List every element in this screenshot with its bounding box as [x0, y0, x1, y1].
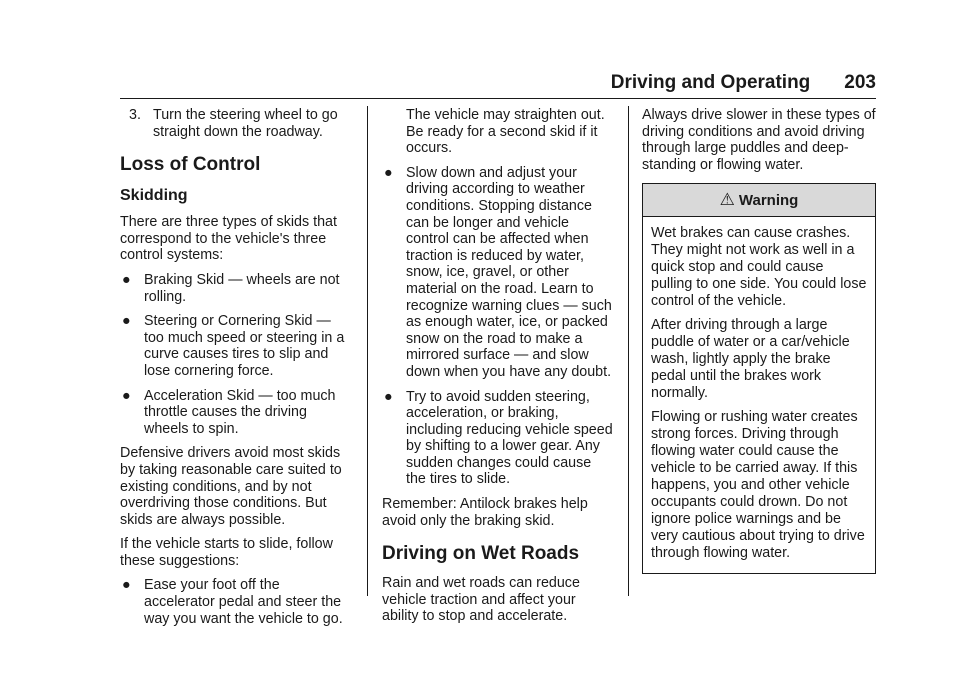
- bullet-ease-foot: [120, 577, 352, 627]
- paragraph-rain: Rain and wet roads can reduce vehicle traction and affect your ability to stop and accelerate.: [382, 575, 580, 625]
- warning-header: [643, 184, 875, 217]
- step-text: Turn the steering wheel to go straight down the roadway.: [153, 107, 338, 140]
- bullet-icon: ●: [122, 577, 131, 594]
- warning-icon: ⚠: [719, 190, 735, 210]
- heading-skidding: Skidding: [120, 187, 188, 205]
- bullet-text: Acceleration Skid — too much throttle causes the driving wheels to spin.: [144, 387, 336, 437]
- bullet-steering-skid: [120, 313, 352, 379]
- paragraph-slide-suggestions: If the vehicle starts to slide, follow these suggestions:: [120, 536, 333, 569]
- bullet-icon: ●: [122, 387, 131, 404]
- bullet-icon: ●: [122, 313, 131, 330]
- column-divider-1: [367, 106, 368, 596]
- paragraph-defensive-drivers: Defensive drivers avoid most skids by taking reasonable care suited to existing conditions, and by not overdriving those conditions. But skids are always possible.: [120, 445, 342, 528]
- paragraph-antilock: Remember: Antilock brakes help avoid only the braking skid.: [382, 496, 588, 529]
- bullet-icon: ●: [384, 388, 393, 405]
- column-3: [642, 107, 876, 574]
- step-3: [120, 107, 352, 140]
- heading-loss-of-control: Loss of Control: [120, 154, 261, 176]
- column-1: [120, 107, 352, 635]
- column-divider-2: [628, 106, 629, 596]
- warning-box: [642, 183, 876, 574]
- warning-paragraph-2: After driving through a large puddle of water or a car/vehicle wash, lightly apply the brake pedal until the brakes work normally.: [651, 317, 850, 402]
- bullet-text: Steering or Cornering Skid — too much speed or steering in a curve causes tires to slip and lose cornering force.: [144, 313, 345, 379]
- warning-paragraph-3: Flowing or rushing water creates strong forces. Driving through flowing water could cause the vehicle to be carried away. If this happens, you and other vehicle occupants could drown. Do not ignore police warnings and be very cautious about trying to drive through flowing water.: [651, 409, 865, 562]
- warning-paragraph-1: Wet brakes can cause crashes. They might not work as well in a quick stop and could cause pulling to one side. You could lose control of the vehicle.: [651, 225, 867, 310]
- section-title: Driving and Operating: [610, 72, 811, 93]
- bullet-slow-down: [382, 165, 614, 381]
- heading-wet-roads: Driving on Wet Roads: [382, 543, 580, 565]
- page-number: 203: [844, 72, 876, 93]
- column-2: [382, 107, 614, 633]
- bullet-text: Slow down and adjust your driving according to weather conditions. Stopping distance can be longer and vehicle control can be affected when traction is reduced by water, snow, ice, gravel, or other material on the road. Learn to recognize warning clues — such as enough water, ice, or packed snow on the road to make a mirrored surface — and slow down when you have any doubt.: [406, 164, 612, 380]
- bullet-continuation: The vehicle may straighten out. Be ready for a second skid if it occurs.: [406, 107, 605, 157]
- bullet-acceleration-skid: [120, 388, 352, 438]
- bullet-icon: ●: [384, 164, 393, 181]
- bullet-avoid-sudden: [382, 389, 614, 489]
- step-number: 3.: [129, 107, 141, 123]
- bullet-braking-skid: [120, 272, 352, 305]
- bullet-text: Try to avoid sudden steering, acceleration, or braking, including reducing vehicle speed by shifting to a lower gear. Any sudden changes could cause the tires to slide.: [406, 388, 613, 488]
- bullet-text: Braking Skid — wheels are not rolling.: [144, 271, 340, 305]
- paragraph-drive-slower: Always drive slower in these types of driving conditions and avoid driving through large puddles and deep-standing or flowing water.: [642, 107, 876, 173]
- warning-body: [643, 217, 875, 573]
- bullet-icon: ●: [122, 271, 131, 288]
- page-header: [120, 70, 876, 98]
- warning-title: Warning: [738, 192, 799, 210]
- bullet-text: Ease your foot off the accelerator pedal and steer the way you want the vehicle to go.: [144, 577, 343, 627]
- paragraph-skid-types: There are three types of skids that correspond to the vehicle's three control systems:: [120, 214, 337, 264]
- header-rule: [120, 98, 876, 99]
